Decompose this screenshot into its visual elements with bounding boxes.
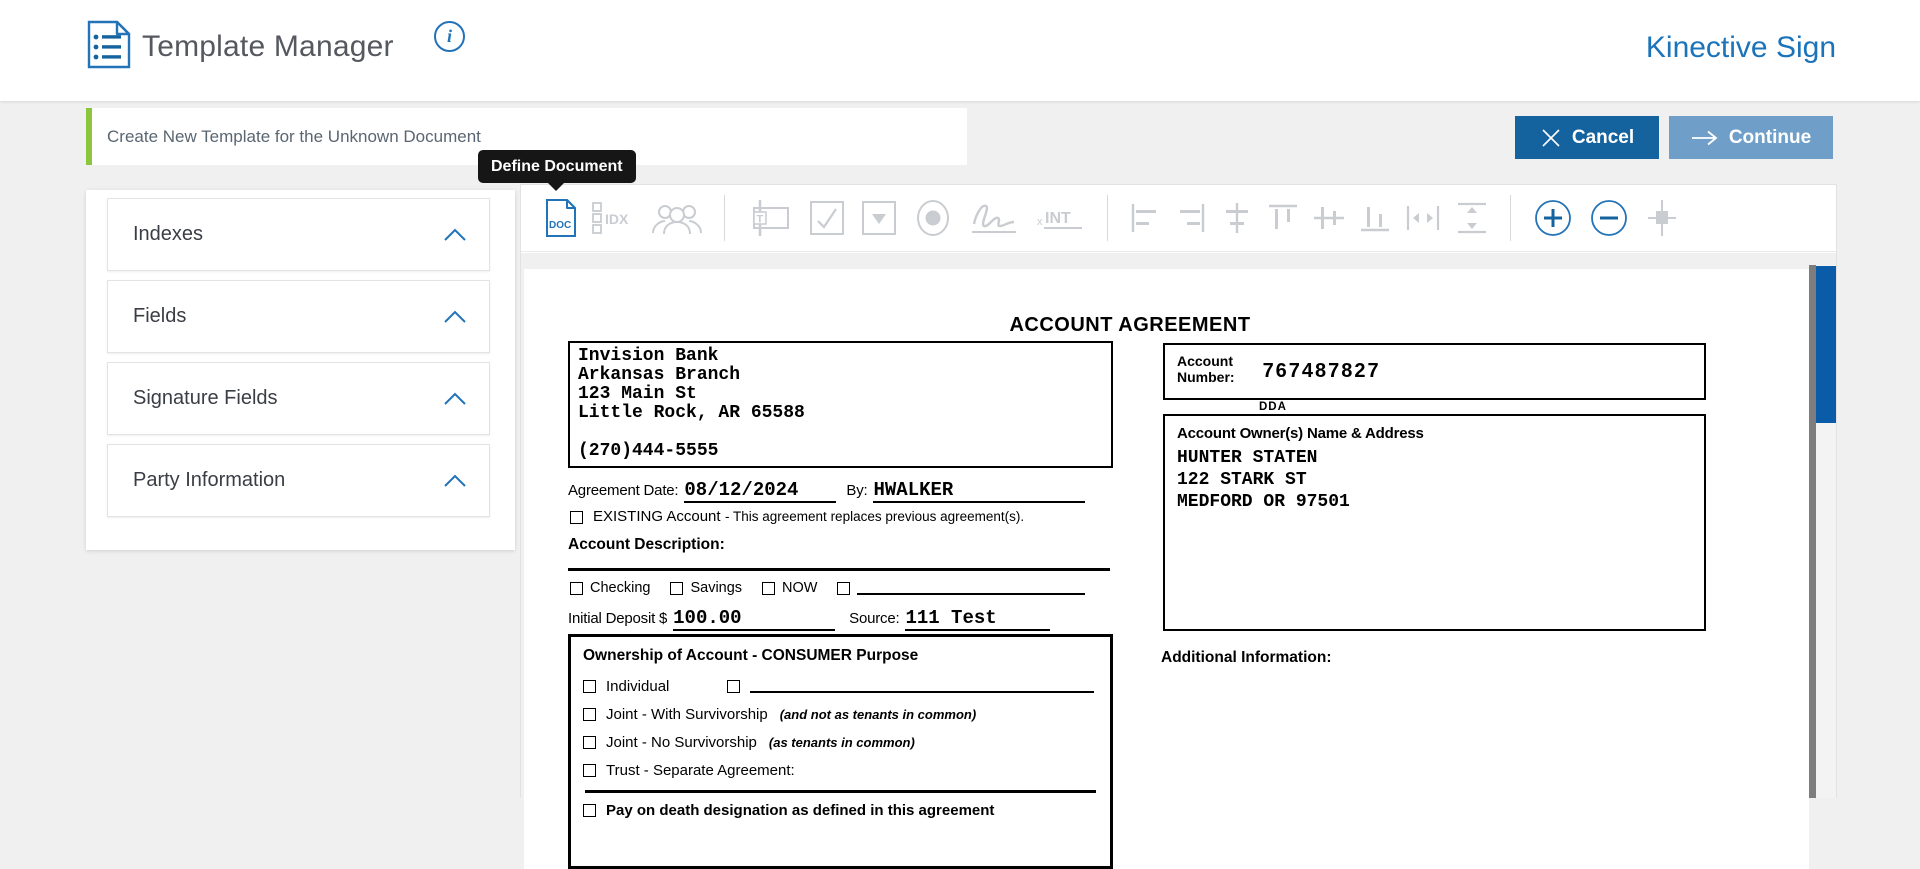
account-owner-box xyxy=(1163,414,1706,631)
toolbar-divider xyxy=(1107,195,1108,241)
individual-checkbox[interactable] xyxy=(583,680,596,693)
bank-line: Arkansas Branch xyxy=(578,365,741,385)
divider-line xyxy=(585,790,1096,793)
agreement-date-row xyxy=(568,479,1085,503)
bank-info-box xyxy=(568,341,1113,468)
divider-line xyxy=(568,568,1110,571)
continue-button[interactable] xyxy=(1669,116,1833,159)
account-type-code: DDA xyxy=(1259,401,1287,413)
owner-line: 122 STARK ST xyxy=(1177,470,1307,490)
bank-line: Invision Bank xyxy=(578,346,719,366)
joint-no-note: (as tenants in common) xyxy=(768,735,915,750)
vertical-scrollbar[interactable] xyxy=(1816,265,1836,798)
ownership-option-joint-no-survivorship xyxy=(583,734,1098,751)
initial-deposit-row xyxy=(568,607,1050,631)
align-right-icon[interactable] xyxy=(1175,202,1207,234)
svg-text:IDX: IDX xyxy=(605,211,629,227)
distribute-vertical-icon[interactable] xyxy=(1455,201,1489,235)
x-icon xyxy=(1540,127,1562,149)
account-number-label-2: Number: xyxy=(1177,369,1235,385)
define-document-tooltip xyxy=(478,150,636,183)
now-label: NOW xyxy=(782,580,818,596)
chevron-up-icon xyxy=(443,310,467,324)
joint-with-checkbox[interactable] xyxy=(583,708,596,721)
owner-line: MEDFORD OR 97501 xyxy=(1177,492,1350,512)
distribute-horizontal-icon[interactable] xyxy=(1405,202,1441,234)
arrow-right-icon xyxy=(1691,130,1719,146)
other-type-checkbox[interactable] xyxy=(837,582,850,595)
trust-checkbox[interactable] xyxy=(583,764,596,777)
initials-field-icon[interactable] xyxy=(1034,200,1086,236)
align-center-icon[interactable] xyxy=(1221,202,1253,234)
define-document-icon[interactable] xyxy=(545,198,577,238)
align-middle-icon[interactable] xyxy=(1313,202,1345,234)
chevron-up-icon xyxy=(443,474,467,488)
sidebar-item-indexes[interactable] xyxy=(107,198,490,271)
checking-checkbox[interactable] xyxy=(570,582,583,595)
savings-label: Savings xyxy=(690,580,743,596)
text-field-icon[interactable] xyxy=(746,199,794,237)
ownership-header: Ownership of Account - CONSUMER Purpose xyxy=(583,647,919,664)
savings-checkbox[interactable] xyxy=(670,582,683,595)
pay-on-death-label: Pay on death designation as defined in this agreement xyxy=(606,801,995,819)
page-edge xyxy=(1809,265,1816,798)
radio-field-icon[interactable] xyxy=(912,198,954,238)
ownership-option-individual xyxy=(583,678,1098,695)
align-bottom-icon[interactable] xyxy=(1359,202,1391,234)
now-checkbox[interactable] xyxy=(762,582,775,595)
joint-with-label: Joint - With Survivorship xyxy=(606,706,768,723)
zoom-out-icon[interactable] xyxy=(1588,197,1630,239)
template-editor-panel xyxy=(520,184,1837,819)
toolbar-divider xyxy=(724,195,725,241)
account-number-box xyxy=(1163,343,1706,400)
joint-no-label: Joint - No Survivorship xyxy=(606,734,757,751)
by-label: By: xyxy=(846,482,868,499)
agreement-date-value: 08/12/2024 xyxy=(684,479,836,503)
svg-text:DOC: DOC xyxy=(549,220,572,231)
zoom-in-icon[interactable] xyxy=(1532,197,1574,239)
ownership-option-joint-survivorship xyxy=(583,706,1098,723)
bank-line xyxy=(578,423,1103,442)
trust-label: Trust - Separate Agreement: xyxy=(606,762,795,779)
initial-deposit-label: Initial Deposit $ xyxy=(568,610,668,627)
sidebar-item-signature-fields[interactable] xyxy=(107,362,490,435)
ownership-box xyxy=(568,634,1113,869)
source-label: Source: xyxy=(849,610,900,627)
cancel-button[interactable] xyxy=(1515,116,1659,159)
define-parties-icon[interactable] xyxy=(651,200,703,236)
dropdown-field-icon[interactable] xyxy=(860,199,898,237)
joint-with-note: (and not as tenants in common) xyxy=(779,707,977,722)
page-title: Template Manager xyxy=(142,30,394,63)
scrollbar-thumb[interactable] xyxy=(1816,266,1836,423)
ownership-option-trust xyxy=(583,762,1098,779)
breadcrumb: Create New Template for the Unknown Document xyxy=(107,126,481,146)
checking-label: Checking xyxy=(590,580,651,596)
document-page[interactable] xyxy=(524,269,1809,869)
bank-line: 123 Main St xyxy=(578,384,697,404)
bank-line: Little Rock, AR 65588 xyxy=(578,403,805,423)
account-owner-label: Account Owner(s) Name & Address xyxy=(1177,425,1424,442)
individual-label: Individual xyxy=(606,678,670,695)
agreement-date-label: Agreement Date: xyxy=(568,482,679,499)
info-icon[interactable]: i xyxy=(434,21,465,52)
document-viewport[interactable] xyxy=(521,253,1836,819)
sidebar-item-party-information[interactable] xyxy=(107,444,490,517)
accordion-label: Party Information xyxy=(133,469,286,491)
svg-text:x: x xyxy=(1037,216,1043,228)
account-number-label-1: Account xyxy=(1177,353,1233,369)
document-title: ACCOUNT AGREEMENT xyxy=(1009,314,1251,336)
individual-other-checkbox[interactable] xyxy=(727,680,740,693)
by-value: HWALKER xyxy=(873,479,1085,503)
bank-line: (270)444-5555 xyxy=(578,441,719,461)
existing-account-label: EXISTING Account xyxy=(593,508,721,525)
toolbar-divider xyxy=(1510,195,1511,241)
editor-toolbar xyxy=(521,185,1836,252)
accordion-label: Signature Fields xyxy=(133,387,278,409)
define-indexes-icon[interactable] xyxy=(591,200,637,236)
source-value: 111 Test xyxy=(905,607,1050,631)
chevron-up-icon xyxy=(443,228,467,242)
sidebar-item-fields[interactable] xyxy=(107,280,490,353)
chevron-up-icon xyxy=(443,392,467,406)
template-manager-logo-icon xyxy=(86,20,132,74)
pay-on-death-checkbox[interactable] xyxy=(583,804,596,817)
account-type-row xyxy=(570,580,1085,596)
checkbox-field-icon[interactable] xyxy=(808,199,846,237)
continue-button-label: Continue xyxy=(1728,126,1812,148)
additional-information-label: Additional Information: xyxy=(1161,649,1332,666)
owner-line: HUNTER STATEN xyxy=(1177,448,1318,468)
align-top-icon[interactable] xyxy=(1267,202,1299,234)
svg-text:INT: INT xyxy=(1045,210,1071,227)
app-header xyxy=(0,0,1920,101)
deposit-amount: 100.00 xyxy=(673,607,835,631)
other-type-line xyxy=(857,582,1085,595)
existing-account-row xyxy=(570,508,1024,526)
joint-no-checkbox[interactable] xyxy=(583,736,596,749)
cancel-button-label: Cancel xyxy=(1571,126,1635,148)
account-description-label: Account Description: xyxy=(568,536,725,553)
field-size-icon[interactable] xyxy=(1644,198,1680,238)
pay-on-death-row xyxy=(583,802,1098,819)
existing-account-checkbox[interactable] xyxy=(570,511,583,524)
tooltip-text: Define Document xyxy=(491,157,623,175)
brand-name: Kinective Sign xyxy=(1645,31,1836,64)
signature-field-icon[interactable] xyxy=(968,198,1020,238)
existing-account-note: - This agreement replaces previous agreement(s). xyxy=(725,509,1025,524)
accordion-label: Indexes xyxy=(133,223,204,245)
align-left-icon[interactable] xyxy=(1129,202,1161,234)
sidebar xyxy=(86,190,515,550)
individual-line xyxy=(750,681,1094,693)
accordion-label: Fields xyxy=(133,305,187,327)
account-number-value: 767487827 xyxy=(1262,360,1381,382)
svg-text:T: T xyxy=(756,213,764,226)
